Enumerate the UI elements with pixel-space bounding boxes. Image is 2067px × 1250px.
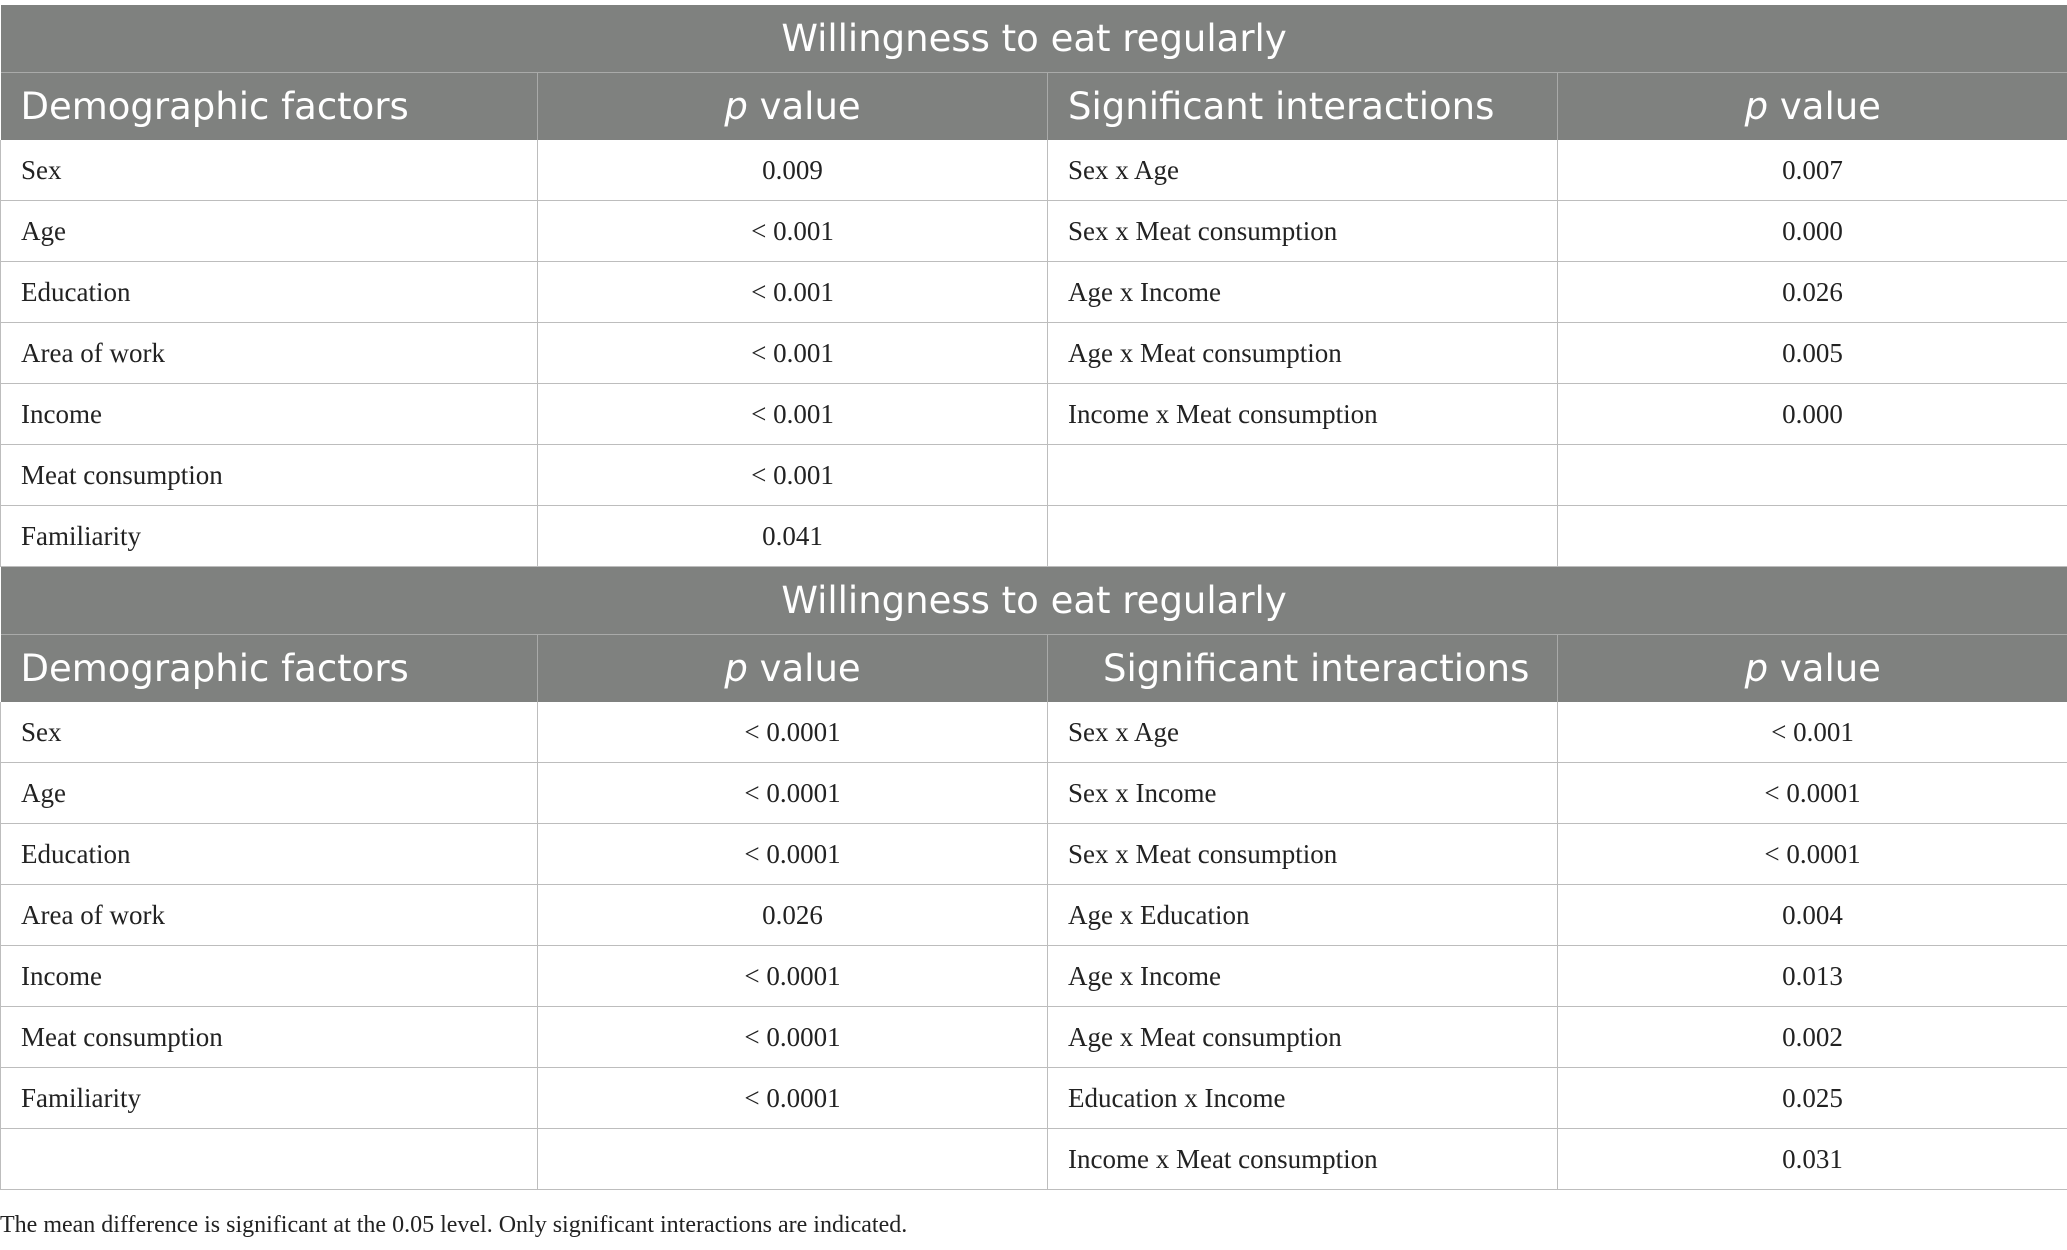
demographic-factor-cell: Sex bbox=[1, 702, 538, 763]
table-row bbox=[1, 1068, 2067, 1129]
demographic-factor-cell bbox=[1, 1129, 538, 1190]
header-significant-interactions: Significant interactions bbox=[1048, 73, 1558, 141]
interaction-p-value-cell: 0.005 bbox=[1558, 323, 2067, 384]
section-title-row bbox=[1, 5, 2067, 73]
header-p-rest: value bbox=[1768, 85, 1881, 128]
demographic-factor-cell: Sex bbox=[1, 140, 538, 201]
interaction-cell: Age x Meat consumption bbox=[1048, 323, 1558, 384]
interaction-p-value-cell: 0.025 bbox=[1558, 1068, 2067, 1129]
demographic-factor-cell: Meat consumption bbox=[1, 445, 538, 506]
header-p-italic: p bbox=[1744, 647, 1769, 690]
interaction-cell: Age x Income bbox=[1048, 262, 1558, 323]
header-demographic-factors: Demographic factors bbox=[1, 73, 538, 141]
table-footnote: The mean difference is significant at the 0.05 level. Only significant interactions are indicated. bbox=[0, 1212, 908, 1238]
section-title-row bbox=[1, 567, 2067, 635]
section-1 bbox=[1, 5, 2067, 567]
table-row bbox=[1, 885, 2067, 946]
interaction-p-value-cell: 0.031 bbox=[1558, 1129, 2067, 1190]
p-value-cell: 0.009 bbox=[538, 140, 1048, 201]
section-title: Willingness to eat regularly bbox=[1, 5, 2067, 73]
interaction-cell: Income x Meat consumption bbox=[1048, 1129, 1558, 1190]
interaction-cell: Sex x Age bbox=[1048, 702, 1558, 763]
p-value-cell: < 0.0001 bbox=[538, 702, 1048, 763]
table-row bbox=[1, 323, 2067, 384]
p-value-cell: < 0.001 bbox=[538, 384, 1048, 445]
table-row bbox=[1, 1129, 2067, 1190]
header-demographic-factors: Demographic factors bbox=[1, 635, 538, 703]
header-p-italic: p bbox=[1744, 85, 1769, 128]
interaction-p-value-cell: 0.000 bbox=[1558, 201, 2067, 262]
interaction-p-value-cell bbox=[1558, 506, 2067, 567]
interaction-cell bbox=[1048, 506, 1558, 567]
p-value-cell: < 0.0001 bbox=[538, 824, 1048, 885]
interaction-p-value-cell bbox=[1558, 445, 2067, 506]
header-p-value bbox=[1558, 635, 2067, 703]
p-value-cell: < 0.0001 bbox=[538, 763, 1048, 824]
interaction-cell: Sex x Meat consumption bbox=[1048, 824, 1558, 885]
demographic-factor-cell: Age bbox=[1, 201, 538, 262]
demographic-factor-cell: Education bbox=[1, 262, 538, 323]
p-value-cell: < 0.001 bbox=[538, 201, 1048, 262]
interaction-cell bbox=[1048, 445, 1558, 506]
interaction-cell: Age x Meat consumption bbox=[1048, 1007, 1558, 1068]
table-row bbox=[1, 201, 2067, 262]
section-2 bbox=[1, 567, 2067, 1190]
p-value-cell: < 0.0001 bbox=[538, 1068, 1048, 1129]
demographic-factor-cell: Area of work bbox=[1, 323, 538, 384]
p-value-cell: 0.026 bbox=[538, 885, 1048, 946]
demographic-factor-cell: Familiarity bbox=[1, 506, 538, 567]
interaction-cell: Age x Education bbox=[1048, 885, 1558, 946]
interaction-cell: Sex x Meat consumption bbox=[1048, 201, 1558, 262]
p-value-cell: < 0.001 bbox=[538, 323, 1048, 384]
header-p-value bbox=[538, 73, 1048, 141]
demographic-factor-cell: Familiarity bbox=[1, 1068, 538, 1129]
interaction-cell: Sex x Age bbox=[1048, 140, 1558, 201]
interaction-cell: Education x Income bbox=[1048, 1068, 1558, 1129]
interaction-p-value-cell: 0.013 bbox=[1558, 946, 2067, 1007]
table-row bbox=[1, 946, 2067, 1007]
interaction-p-value-cell: < 0.001 bbox=[1558, 702, 2067, 763]
p-value-cell: < 0.001 bbox=[538, 262, 1048, 323]
interaction-p-value-cell: 0.002 bbox=[1558, 1007, 2067, 1068]
section-title: Willingness to eat regularly bbox=[1, 567, 2067, 635]
table-row bbox=[1, 763, 2067, 824]
header-p-value bbox=[538, 635, 1048, 703]
p-value-cell: < 0.001 bbox=[538, 445, 1048, 506]
p-value-cell: 0.041 bbox=[538, 506, 1048, 567]
interaction-cell: Income x Meat consumption bbox=[1048, 384, 1558, 445]
header-p-italic: p bbox=[724, 85, 748, 128]
interaction-p-value-cell: 0.007 bbox=[1558, 140, 2067, 201]
header-p-rest: value bbox=[1768, 647, 1881, 690]
table-row bbox=[1, 506, 2067, 567]
table-row bbox=[1, 140, 2067, 201]
header-row bbox=[1, 73, 2067, 141]
header-p-rest: value bbox=[747, 647, 861, 690]
table-row bbox=[1, 1007, 2067, 1068]
interaction-p-value-cell: 0.000 bbox=[1558, 384, 2067, 445]
p-value-cell bbox=[538, 1129, 1048, 1190]
header-row bbox=[1, 635, 2067, 703]
interaction-p-value-cell: 0.004 bbox=[1558, 885, 2067, 946]
p-value-cell: < 0.0001 bbox=[538, 1007, 1048, 1068]
table-row bbox=[1, 384, 2067, 445]
demographic-factor-cell: Income bbox=[1, 384, 538, 445]
p-value-cell: < 0.0001 bbox=[538, 946, 1048, 1007]
demographic-factor-cell: Education bbox=[1, 824, 538, 885]
interaction-p-value-cell: < 0.0001 bbox=[1558, 763, 2067, 824]
demographic-factor-cell: Meat consumption bbox=[1, 1007, 538, 1068]
results-table bbox=[0, 5, 2067, 1190]
demographic-factor-cell: Area of work bbox=[1, 885, 538, 946]
header-significant-interactions: Significant interactions bbox=[1048, 635, 1558, 703]
demographic-factor-cell: Age bbox=[1, 763, 538, 824]
interaction-cell: Age x Income bbox=[1048, 946, 1558, 1007]
interaction-p-value-cell: < 0.0001 bbox=[1558, 824, 2067, 885]
table-row bbox=[1, 702, 2067, 763]
header-p-rest: value bbox=[747, 85, 861, 128]
header-p-value bbox=[1558, 73, 2067, 141]
demographic-factor-cell: Income bbox=[1, 946, 538, 1007]
interaction-p-value-cell: 0.026 bbox=[1558, 262, 2067, 323]
table-row bbox=[1, 824, 2067, 885]
header-p-italic: p bbox=[724, 647, 748, 690]
interaction-cell: Sex x Income bbox=[1048, 763, 1558, 824]
table-row bbox=[1, 445, 2067, 506]
table-row bbox=[1, 262, 2067, 323]
